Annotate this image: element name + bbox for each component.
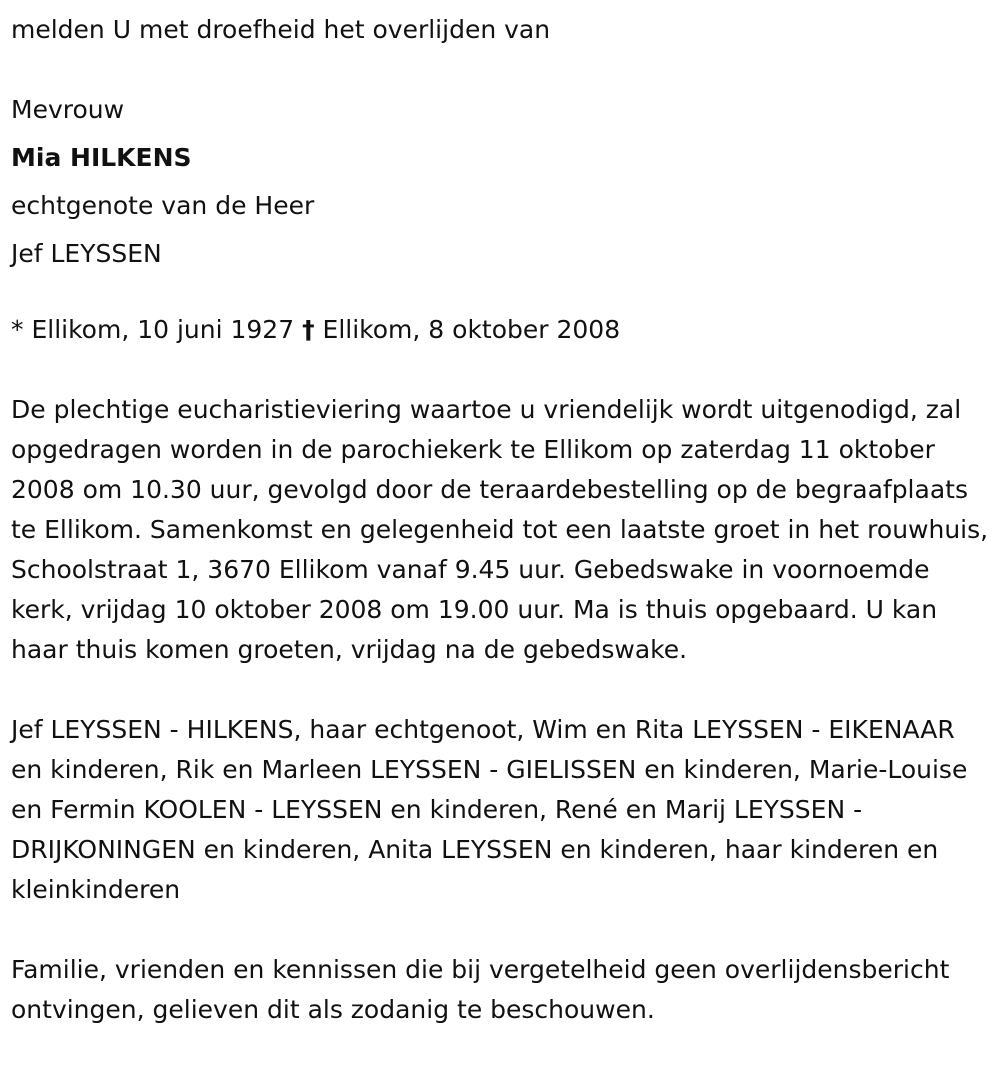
deceased-name: Mia HILKENS: [11, 143, 192, 172]
relation-line: echtgenote van de Heer: [11, 191, 315, 220]
spacer: [11, 670, 990, 710]
spacer: [11, 278, 990, 310]
family-paragraph: Jef LEYSSEN - HILKENS, haar echtgenoot, Wim en Rita LEYSSEN - EIKENAAR en kinderen, Rik en Marleen LEYSSEN - GIELISSEN en kinderen, Marie-Louise en Fermin KOOLEN - LEYSSEN en kinderen, René en Marij LEYSSEN - DRIJKONINGEN en kinderen, Anita LEYSSEN en kinderen, haar kinderen en kleinkinderen: [11, 715, 968, 904]
closing-paragraph: Familie, vrienden en kennissen die bij vergetelheid geen overlijdensbericht ontvingen, gelieven dit als zodanig te beschouwen.: [11, 955, 950, 1024]
spacer: [11, 910, 990, 950]
spacer: [11, 54, 990, 86]
cross-icon: †: [302, 315, 315, 344]
spouse-name: Jef LEYSSEN: [11, 239, 162, 268]
intro-line: melden U met droefheid het overlijden van: [11, 15, 551, 44]
ceremony-paragraph: De plechtige eucharistieviering waartoe u vriendelijk wordt uitgenodigd, zal opgedragen worden in de parochiekerk te Ellikom op zaterdag 11 oktober 2008 om 10.30 uur, gevolgd door de teraardebestelling op de begraafplaats te Ellikom. Samenkomst en gelegenheid tot een laatste groet in het rouwhuis, Schoolstraat 1, 3670 Ellikom vanaf 9.45 uur. Gebedswake in voornoemde kerk, vrijdag 10 oktober 2008 om 19.00 uur. Ma is thuis opgebaard. U kan haar thuis komen groeten, vrijdag na de gebedswake.: [11, 395, 989, 664]
spacer: [11, 350, 990, 390]
life-dates: [11, 310, 990, 350]
honorific: Mevrouw: [11, 95, 125, 124]
birth-date: * Ellikom, 10 juni 1927: [11, 315, 295, 344]
death-date: Ellikom, 8 oktober 2008: [322, 315, 621, 344]
